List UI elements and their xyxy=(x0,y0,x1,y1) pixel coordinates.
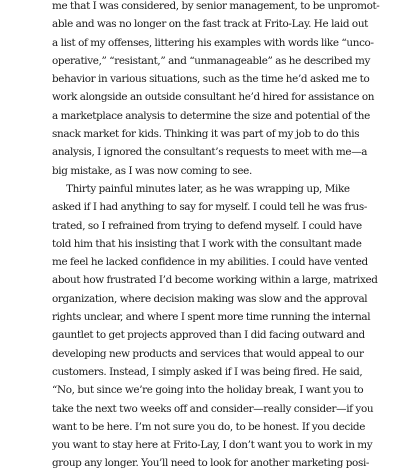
text-line: me feel he lacked confidence in my abilities. I could have vented xyxy=(52,256,368,269)
text-line: analysis, I ignored the consultant’s requests to meet with me—a xyxy=(52,146,368,159)
text-line: take the next two weeks off and consider—really consider—if you xyxy=(52,402,374,415)
text-line: a marketplace analysis to determine the size and potential of the xyxy=(52,109,370,122)
text-line: a list of my offenses, littering his examples with words like “unco- xyxy=(52,36,374,49)
paragraph-2 xyxy=(52,180,378,473)
text-line: trated, so I refrained from trying to defend myself. I could have xyxy=(52,219,362,232)
text-line: operative,” “resistant,” and “unmanageable” as he described my xyxy=(52,54,371,67)
text-line: organization, where decision making was slow and the approval xyxy=(52,292,368,305)
text-line: behavior in various situations, such as the time he’d asked me to xyxy=(52,73,370,86)
text-line: asked if I had anything to say for myself. I could tell he was frus- xyxy=(52,201,367,214)
text-line: developing new products and services that would appeal to our xyxy=(52,347,364,360)
text-line: you want to stay here at Frito-Lay, I don’t want you to work in my xyxy=(52,439,373,452)
text-line: customers. Instead, I simply asked if I was being fired. He said, xyxy=(52,365,363,378)
text-line: rights unclear, and where I spent more time running the internal xyxy=(52,311,371,324)
text-line: work alongside an outside consultant he’d hired for assistance on xyxy=(52,91,375,104)
body-text xyxy=(52,0,380,473)
text-line: snack market for kids. Thinking it was part of my job to do this xyxy=(52,128,360,141)
text-line: able and was no longer on the fast track at Frito-Lay. He laid out xyxy=(52,18,368,31)
text-line: Thirty painful minutes later, as he was wrapping up, Mike xyxy=(66,182,350,195)
paragraph-1 xyxy=(52,0,380,180)
text-line: me that I was considered, by senior management, to be unpromot- xyxy=(52,0,380,12)
text-line: big mistake, as I was now coming to see. xyxy=(52,164,252,177)
text-line: want to be here. I’m not sure you do, to be honest. If you decide xyxy=(52,420,366,433)
text-line: told him that his insisting that I work with the consultant made xyxy=(52,237,362,250)
text-line: about how frustrated I’d become working within a large, matrixed xyxy=(52,274,378,287)
text-line: group any longer. You’ll need to look for another marketing posi- xyxy=(52,457,370,470)
text-line: gauntlet to get projects approved than I did facing outward and xyxy=(52,329,365,342)
text-line: “No, but since we’re going into the holiday break, I want you to xyxy=(52,384,364,397)
